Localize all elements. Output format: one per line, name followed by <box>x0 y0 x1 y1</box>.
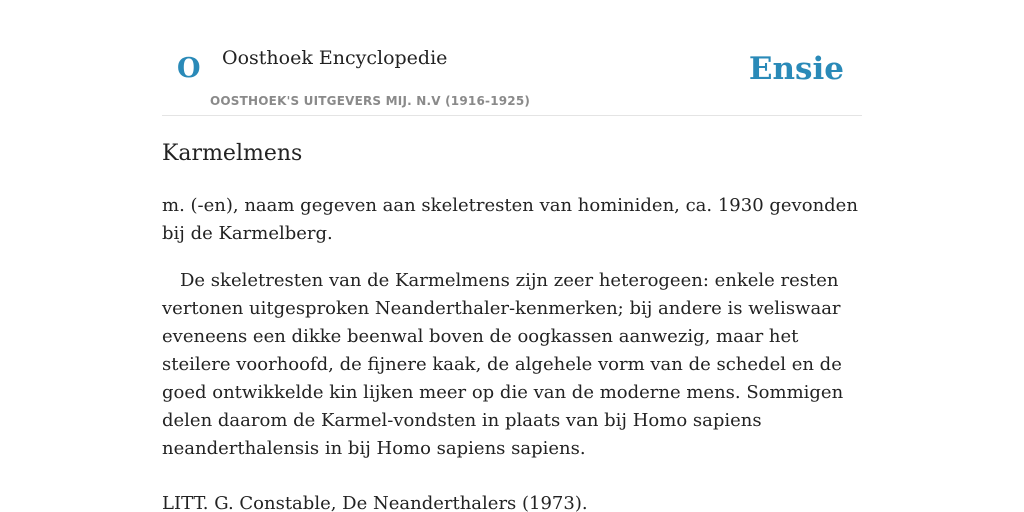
entry-title: Karmelmens <box>162 141 303 166</box>
entry-definition: m. (-en), naam gegeven aan skeletresten van hominiden, ca. 1930 gevonden bij de Karmelberg. <box>162 195 858 244</box>
ensie-brand-logo[interactable]: Ensie <box>748 51 844 87</box>
entry-paragraph: De skeletresten van de Karmelmens zijn zeer heterogeen: enkele resten vertonen uitgesproken Neanderthaler-kenmerken; bij andere is weliswaar eveneens een dikke beenwal boven de oogkassen aanwezig, maar het steilere voorhoofd, de fijnere kaak, de algehele vorm van de schedel en de goed ontwikkelde kin lijken meer op die van de moderne mens. Sommigen delen daarom de Karmel-vondsten in plaats van bij Homo sapiens neanderthalensis in bij Homo sapiens sapiens. <box>162 270 844 459</box>
source-title-link[interactable]: Oosthoek Encyclopedie <box>222 47 448 69</box>
source-publisher: OOSTHOEK'S UITGEVERS MIJ. N.V (1916-1925) <box>210 94 531 108</box>
source-logo[interactable]: O <box>177 53 201 84</box>
source-header <box>162 0 862 116</box>
entry-literature: LITT. G. Constable, De Neanderthalers (1973). <box>162 493 588 512</box>
page <box>162 0 862 512</box>
